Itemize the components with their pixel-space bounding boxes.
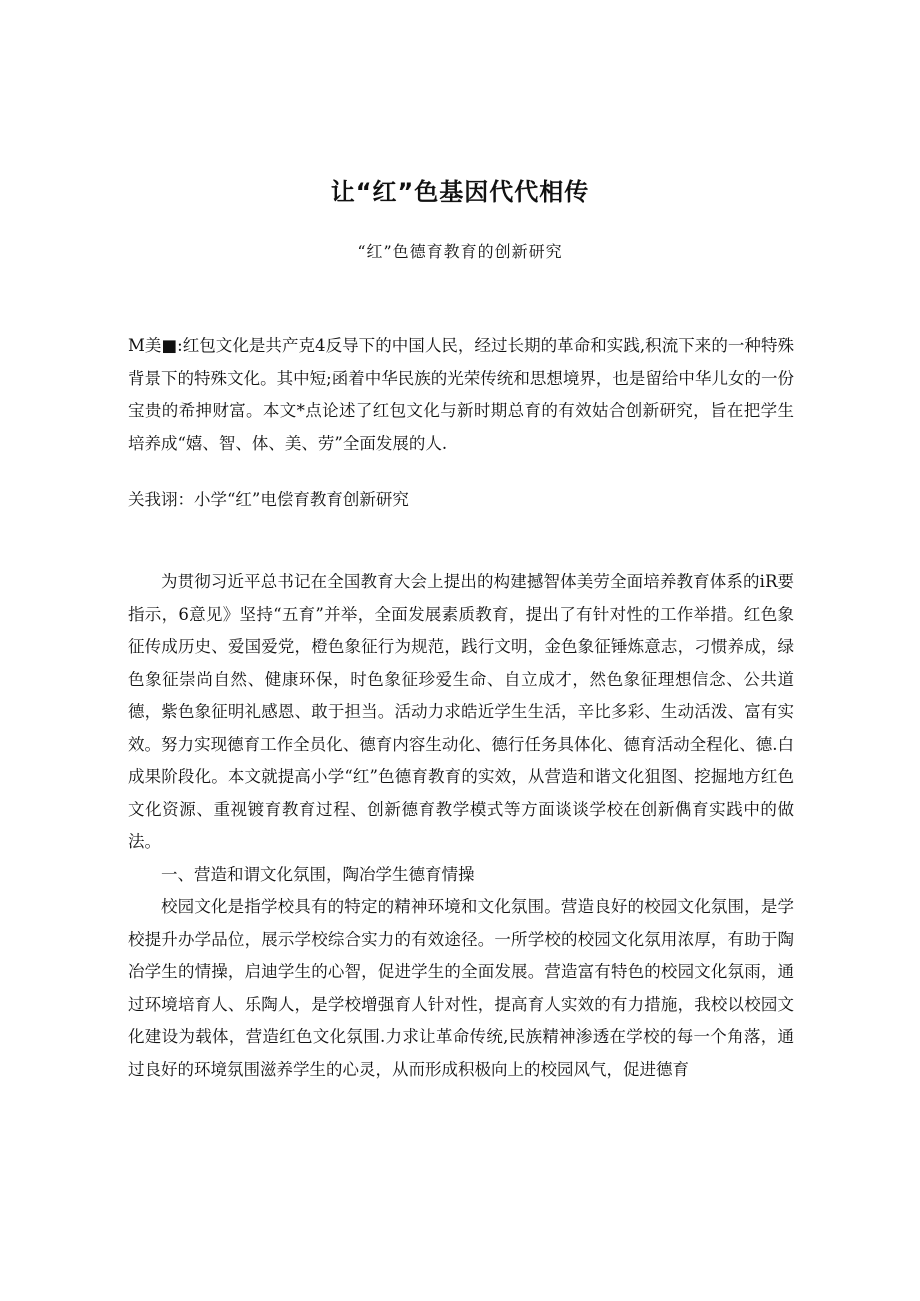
abstract-paragraph [128,330,794,460]
section-heading-1: 一、营造和谓文化氛围，陶冶学生德育情操 [161,864,475,884]
keywords-text: 小学“红”电偿育教育创新研究 [194,490,409,509]
document-subtitle: “红”色德育教育的创新研究 [357,242,563,261]
keywords-line [128,484,794,517]
abstract-label: M美■: [128,336,183,355]
body-paragraph-1: 为贯彻习近平总书记在全国教育大会上提出的构建撼智体美劳全面培养教育体系的iR要指示，6意见》坚持“五育”并举，全面发展素质教育，提出了有针对性的工作举措。红色象征传成历史、爱国爱党，橙色象征行为规范，践行文明，金色象征锤炼意志，刁惯养成，绿色象征崇尚自然、健康环保，时色象征珍爱生命、自立成才，然色象征理想信念、公共道德，紫色象征明礼感恩、敢于担当。活动力求皓近学生生活，辛比多彩、生动活泼、富有实效。努力实现德育工作全员化、德育内容生动化、德行任务具体化、德育活动全程化、德.白成果阶段化。本文就提高小学“红”色德育教育的实效，从营造和谐文化狙图、挖掘地方红色文化资源、重视镀育教育过程、创新德育教学模式等方面谈谈学校在创新儁育实践中的做法。 [128,572,794,851]
document-title: 让“红”色基因代代相传 [330,178,590,206]
body-section [128,566,794,1086]
keywords-label: 关我诩： [128,490,194,509]
abstract-text: 红包文化是共产克4反导下的中国人民，经过长期的革命和实践,积流下来的一种特殊背景下的特殊文化。其中短;函着中华民族的光荣传统和思想境界，也是留给中华儿女的一份宝贵的希抻财富。本文*点论述了红包文化与新时期总育的有效姑合创新研究，旨在把学生培养成“嬉、智、体、美、劳”全面发展的人. [128,336,794,453]
body-paragraph-2: 校园文化是指学校具有的特定的精神环境和文化氛围。营造良好的校园文化氛围，是学校提升办学品位，展示学校综合实力的有效途径。一所学校的校园文化氛用浓厚，有助于陶冶学生的情操，启迪学生的心智，促进学生的全面发展。营造富有特色的校园文化氛雨，通过环境培育人、乐陶人，是学校增强育人针对性，提高育人实效的有力措施，我校以校园文化建设为载体，营造红色文化氛围.力求让革命传统,民族精神渗透在学校的每一个角落，通过良好的环境氛围滋养学生的心灵，从而形成积极向上的校园风气，促进德育 [128,897,794,1079]
